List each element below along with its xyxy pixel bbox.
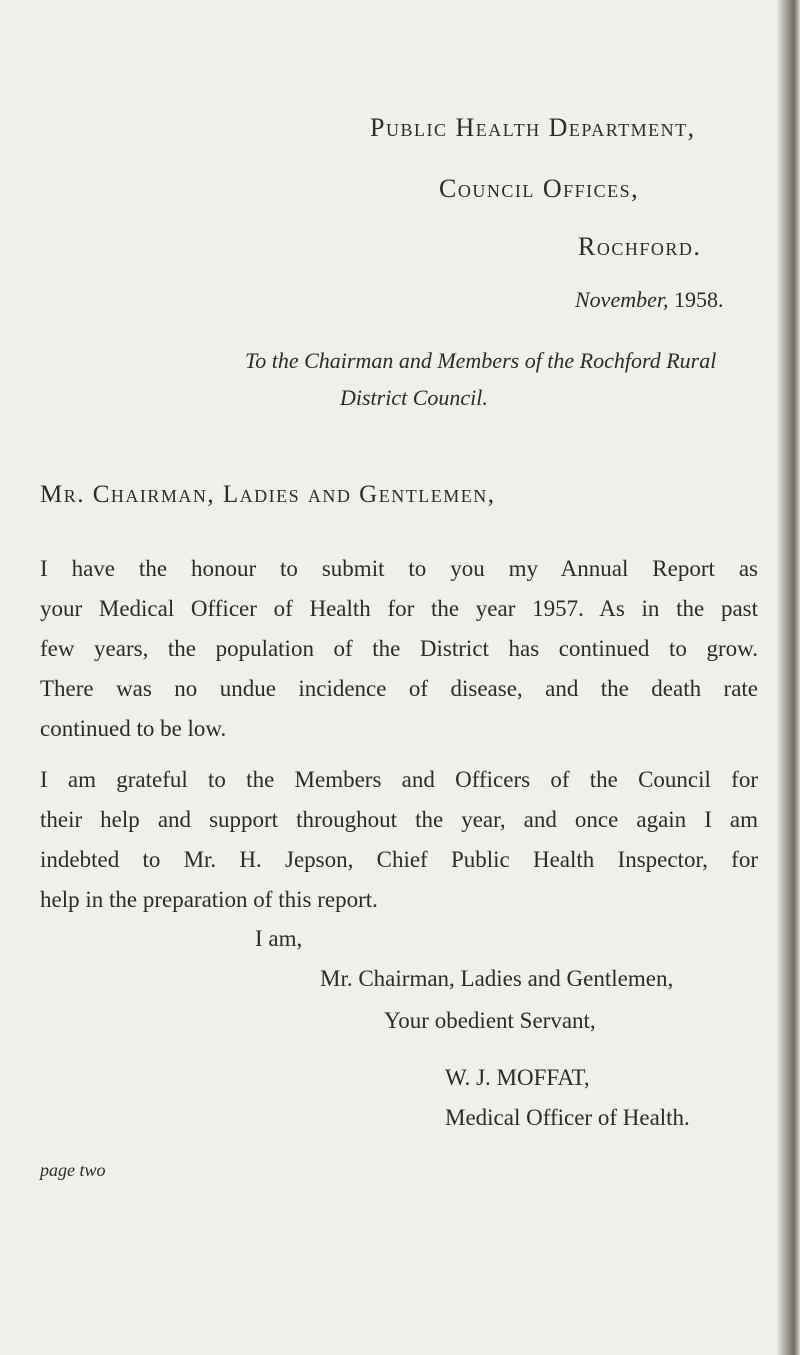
department-heading: Public Health Department, bbox=[370, 113, 696, 142]
town-heading: Rochford. bbox=[578, 232, 702, 261]
paragraph-2-line: I am grateful to the Members and Officers of the Council for bbox=[40, 767, 758, 792]
addressee-line-2: District Council. bbox=[340, 385, 488, 410]
paragraph-1-line: continued to be low. bbox=[40, 716, 227, 741]
salutation: Mr. Chairman, Ladies and Gentlemen, bbox=[40, 481, 496, 508]
paragraph-1-line: I have the honour to submit to you my Annual Report as bbox=[40, 556, 758, 581]
offices-heading: Council Offices, bbox=[439, 174, 640, 203]
paragraph-2 bbox=[40, 760, 758, 920]
addressee-line-1: To the Chairman and Members of the Rochford Rural bbox=[245, 348, 717, 373]
paragraph-1 bbox=[40, 549, 758, 749]
letter-date bbox=[575, 287, 723, 313]
paragraph-2-line: their help and support throughout the year, and once again I am bbox=[40, 807, 758, 832]
closing-i-am: I am, bbox=[255, 926, 303, 951]
paragraph-2-line: help in the preparation of this report. bbox=[40, 887, 378, 912]
page-edge-shadow bbox=[776, 0, 800, 1355]
paragraph-2-line: indebted to Mr. H. Jepson, Chief Public Health Inspector, for bbox=[40, 847, 758, 872]
signatory-title: Medical Officer of Health. bbox=[445, 1105, 690, 1130]
closing-address: Mr. Chairman, Ladies and Gentlemen, bbox=[320, 966, 674, 991]
paragraph-1-line: your Medical Officer of Health for the year 1957. As in the past bbox=[40, 596, 758, 621]
paragraph-1-line: There was no undue incidence of disease, and the death rate bbox=[40, 676, 758, 701]
date-month: November, bbox=[575, 287, 669, 312]
paragraph-1-line: few years, the population of the District has continued to grow. bbox=[40, 636, 758, 661]
signatory-name: W. J. MOFFAT, bbox=[445, 1065, 590, 1090]
date-year: 1958. bbox=[673, 287, 724, 312]
page-label: page two bbox=[40, 1160, 106, 1180]
closing-valediction: Your obedient Servant, bbox=[384, 1008, 596, 1033]
